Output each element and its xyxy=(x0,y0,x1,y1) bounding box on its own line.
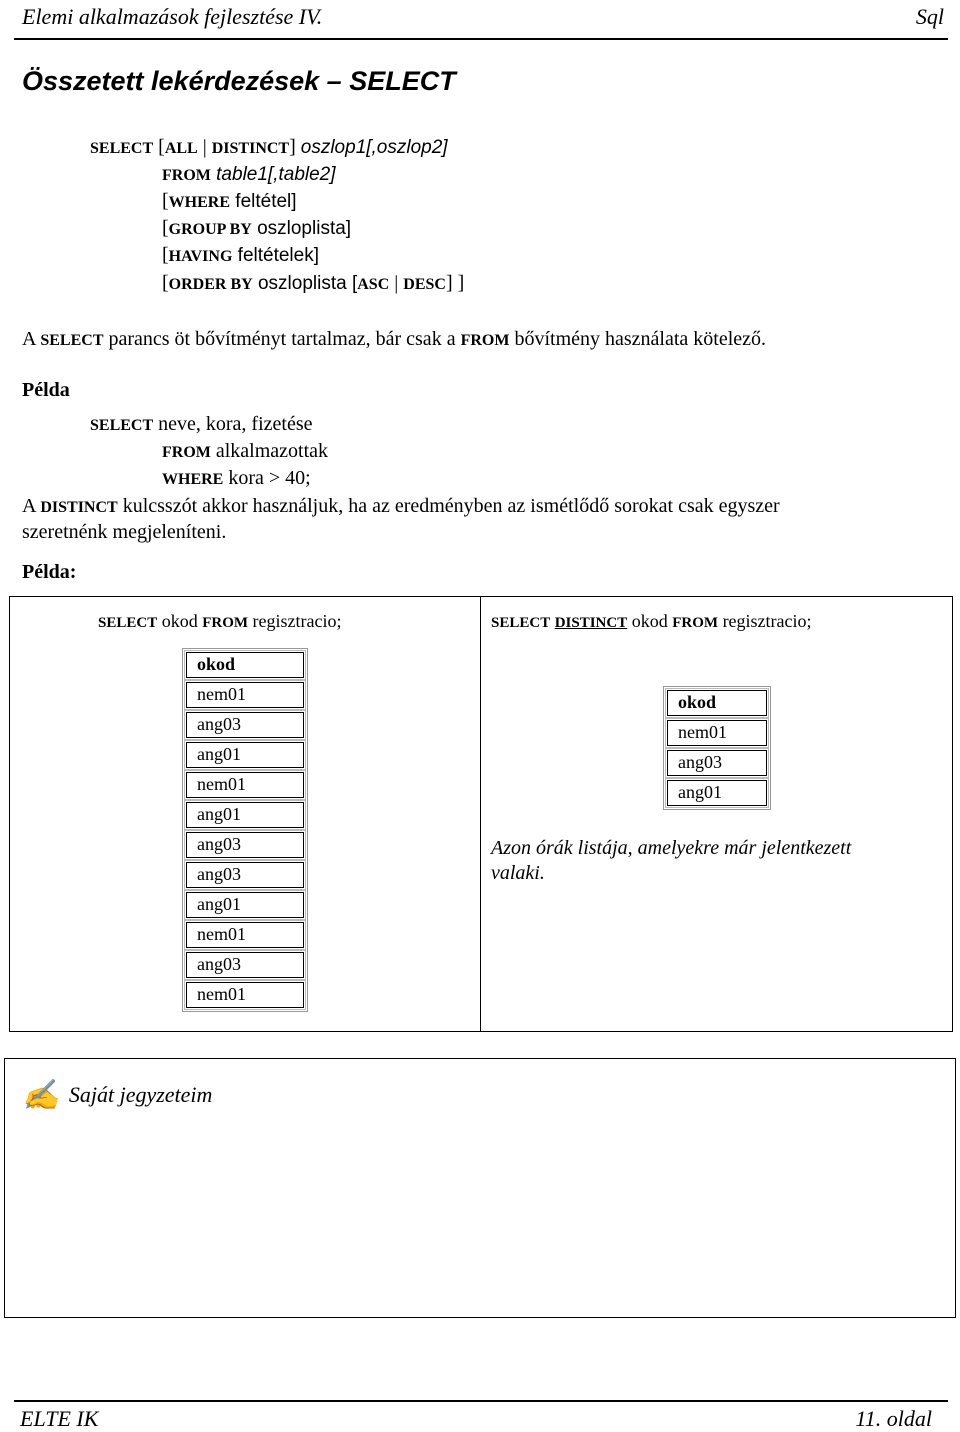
notes-label: ✍ Saját jegyzeteim xyxy=(22,1079,213,1112)
example-heading: Példa xyxy=(22,379,70,401)
result-table-distinct xyxy=(663,686,771,810)
table-row: ang01 xyxy=(667,780,767,806)
syntax-line-1: SELECT [ALL | DISTINCT] oszlop1[,oszlop2] xyxy=(90,136,448,158)
table-header: okod xyxy=(186,652,304,678)
table-row: ang03 xyxy=(186,832,304,858)
header-left: Elemi alkalmazások fejlesztése IV. xyxy=(22,4,323,29)
right-query: SELECT DISTINCT okod FROM regisztracio; xyxy=(491,611,812,631)
table-row: ang03 xyxy=(186,952,304,978)
example2-heading: Példa: xyxy=(22,561,77,583)
paragraph-select-info: A SELECT parancs öt bővítményt tartalmaz, bár csak a FROM bővítmény használata kötelező. xyxy=(22,328,767,350)
table-row: ang03 xyxy=(186,712,304,738)
syntax-line-4: [GROUP BY oszloplista] xyxy=(162,217,352,239)
syntax-line-3: [WHERE feltétel] xyxy=(162,190,297,212)
distinct-note: Azon órák listája, amelyekre már jelentkezett valaki. xyxy=(491,837,852,884)
table-row: nem01 xyxy=(186,772,304,798)
header-rule xyxy=(14,38,948,40)
table-row: nem01 xyxy=(186,982,304,1008)
comparison-divider xyxy=(480,596,481,1032)
page-title: Összetett lekérdezések – SELECT xyxy=(22,66,456,96)
table-row: nem01 xyxy=(186,682,304,708)
footer-left: ELTE IK xyxy=(20,1406,99,1431)
syntax-line-2: FROM table1[,table2] xyxy=(162,164,336,185)
syntax-line-5: [HAVING feltételek] xyxy=(162,244,319,266)
example-comparison-box xyxy=(9,596,953,1032)
page-number: 11. oldal xyxy=(855,1406,932,1431)
table-header: okod xyxy=(667,690,767,716)
example1-line-1: SELECT neve, kora, fizetése xyxy=(90,413,313,435)
paragraph-distinct-info-line2: szeretnénk megjeleníteni. xyxy=(22,521,227,543)
table-row: ang01 xyxy=(186,892,304,918)
table-row: ang03 xyxy=(186,862,304,888)
example1-line-2: FROM alkalmazottak xyxy=(162,440,329,462)
table-row: nem01 xyxy=(186,922,304,948)
paragraph-distinct-info: A DISTINCT kulcsszót akkor használjuk, ha az eredményben az ismétlődő sorokat csak egyszer xyxy=(22,495,780,517)
header-right: Sql xyxy=(915,4,944,29)
table-row: ang01 xyxy=(186,802,304,828)
left-query: SELECT okod FROM regisztracio; xyxy=(98,611,342,631)
table-row: ang01 xyxy=(186,742,304,768)
writing-hand-icon: ✍ xyxy=(22,1079,60,1112)
syntax-line-6: [ORDER BY oszloplista [ASC | DESC] ] xyxy=(162,272,465,294)
result-table-all xyxy=(182,648,308,1012)
example1-line-3: WHERE kora > 40; xyxy=(162,467,311,489)
kw-select: SELECT xyxy=(90,140,154,157)
table-row: nem01 xyxy=(667,720,767,746)
table-row: ang03 xyxy=(667,750,767,776)
footer-rule xyxy=(14,1400,948,1402)
